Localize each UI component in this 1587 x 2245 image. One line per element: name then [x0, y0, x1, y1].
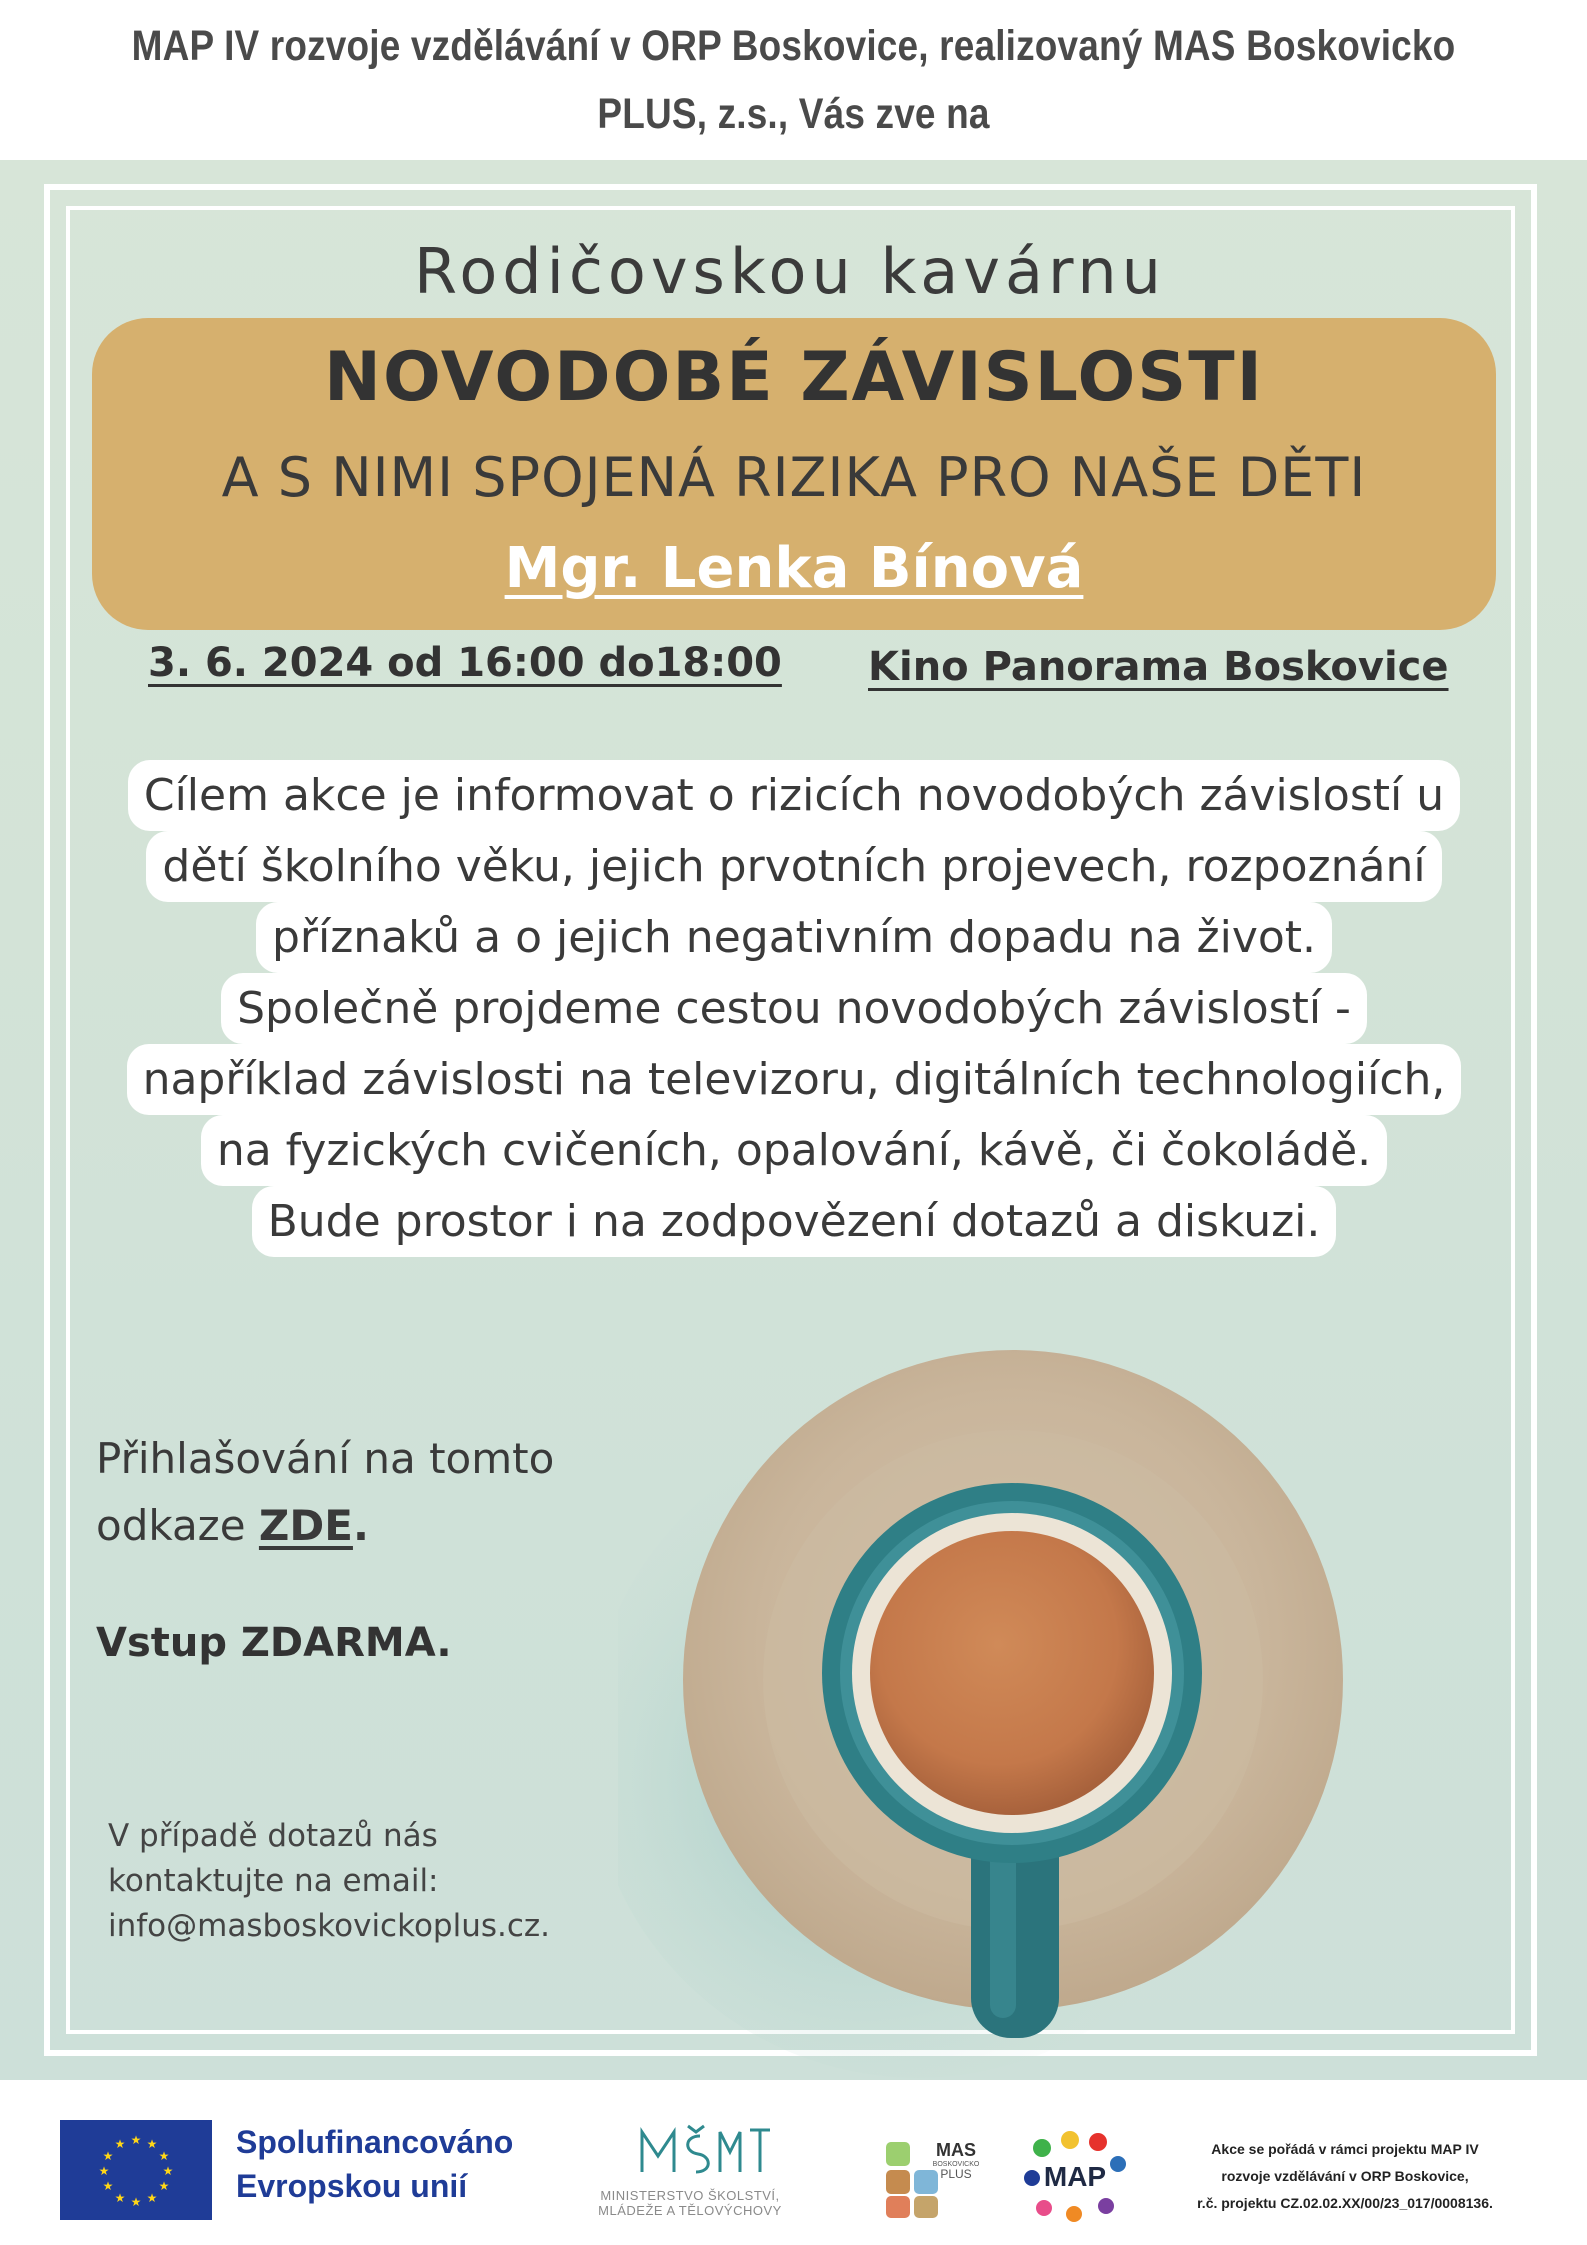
- eu-line-2: Evropskou unií: [236, 2168, 468, 2204]
- project-note-line-1: Akce se pořádá v rámci projektu MAP IV: [1211, 2141, 1479, 2157]
- signup-link[interactable]: ZDE: [258, 1501, 353, 1550]
- eu-line-1: Spolufinancováno: [236, 2124, 514, 2160]
- speaker-name: Mgr. Lenka Bínová: [504, 536, 1084, 601]
- svg-text:★: ★: [130, 2133, 142, 2147]
- description-line: příznaků a o jejich negativním dopadu na život.: [256, 902, 1332, 973]
- svg-text:★: ★: [146, 2137, 158, 2151]
- header-line-2: PLUS, z.s., Vás zve na: [597, 90, 990, 138]
- svg-text:★: ★: [158, 2149, 170, 2163]
- header: [0, 0, 1587, 160]
- description-line: Cílem akce je informovat o rizicích novodobých závislostí u: [128, 760, 1460, 831]
- svg-text:★: ★: [130, 2195, 142, 2209]
- svg-text:★: ★: [98, 2164, 110, 2178]
- header-line-1: MAP IV rozvoje vzdělávání v ORP Boskovice, realizovaný MAS Boskovicko: [131, 22, 1456, 70]
- signup-text: [96, 1425, 554, 1559]
- svg-text:★: ★: [114, 2137, 126, 2151]
- coffee-cup-illustration: [618, 1308, 1408, 2080]
- event-place: Kino Panorama Boskovice: [868, 644, 1449, 690]
- description-line: na fyzických cvičeních, opalování, kávě, či čokoládě.: [201, 1115, 1387, 1186]
- event-title-sub: A S NIMI SPOJENÁ RIZIKA PRO NAŠE DĚTI: [221, 446, 1367, 509]
- signup-line-2: [96, 1492, 554, 1559]
- svg-text:★: ★: [162, 2164, 174, 2178]
- signup-line-1: Přihlašování na tomto: [96, 1434, 555, 1483]
- eu-flag-icon: [60, 2120, 212, 2220]
- contact-info: [108, 1814, 550, 1949]
- description-line: například závislosti na televizoru, digitálních technologiích,: [127, 1044, 1462, 1115]
- event-subtitle: Rodičovskou kavárnu: [414, 235, 1166, 308]
- map-logo-text: MAP: [1043, 2161, 1107, 2192]
- poster: [0, 160, 1587, 2080]
- title-box: [92, 318, 1496, 630]
- mas-logo-text: MAS: [936, 2140, 976, 2160]
- mas-logo-plus: PLUS: [940, 2167, 972, 2181]
- svg-text:★: ★: [114, 2191, 126, 2205]
- signup-suffix: .: [352, 1501, 369, 1550]
- svg-text:★: ★: [102, 2179, 114, 2193]
- msmt-caption: [580, 2188, 800, 2218]
- project-note: [1150, 2136, 1540, 2217]
- description-line: dětí školního věku, jejich prvotních projevech, rozpoznání: [146, 831, 1441, 902]
- footer: [0, 2080, 1587, 2245]
- svg-text:★: ★: [146, 2191, 158, 2205]
- coffee-surface: [870, 1531, 1154, 1815]
- svg-text:★: ★: [102, 2149, 114, 2163]
- project-note-line-2: rozvoje vzdělávání v ORP Boskovice,: [1221, 2168, 1469, 2184]
- msmt-emblem-icon: [580, 2112, 800, 2186]
- mas-boskovicko-logo: [880, 2132, 980, 2222]
- description-line: Bude prostor i na zodpovězení dotazů a diskuzi.: [252, 1186, 1337, 1257]
- description-line: Společně projdeme cestou novodobých závislostí -: [221, 973, 1367, 1044]
- mas-logo-sub: BOSKOVICKO: [932, 2161, 980, 2168]
- msmt-logo: [580, 2112, 800, 2222]
- project-note-line-3: r.č. projektu CZ.02.02.XX/00/23_017/0008136.: [1197, 2195, 1493, 2211]
- contact-line-1: V případě dotazů nás: [108, 1818, 438, 1854]
- entry-free: Vstup ZDARMA.: [96, 1620, 452, 1666]
- eu-cofunding-text: [236, 2120, 513, 2208]
- map-logo: [1022, 2128, 1128, 2224]
- description: [0, 760, 1587, 1257]
- msmt-line-2: MLÁDEŽE A TĚLOVÝCHOVY: [598, 2203, 782, 2218]
- signup-prefix: odkaze: [96, 1501, 259, 1550]
- msmt-line-1: MINISTERSTVO ŠKOLSTVÍ,: [600, 2188, 780, 2203]
- contact-line-2: kontaktujte na email:: [108, 1863, 439, 1899]
- event-date: 3. 6. 2024 od 16:00 do18:00: [148, 640, 782, 686]
- svg-text:★: ★: [158, 2179, 170, 2193]
- event-title: NOVODOBÉ ZÁVISLOSTI: [324, 338, 1264, 417]
- contact-email[interactable]: info@masboskovickoplus.cz.: [108, 1908, 551, 1944]
